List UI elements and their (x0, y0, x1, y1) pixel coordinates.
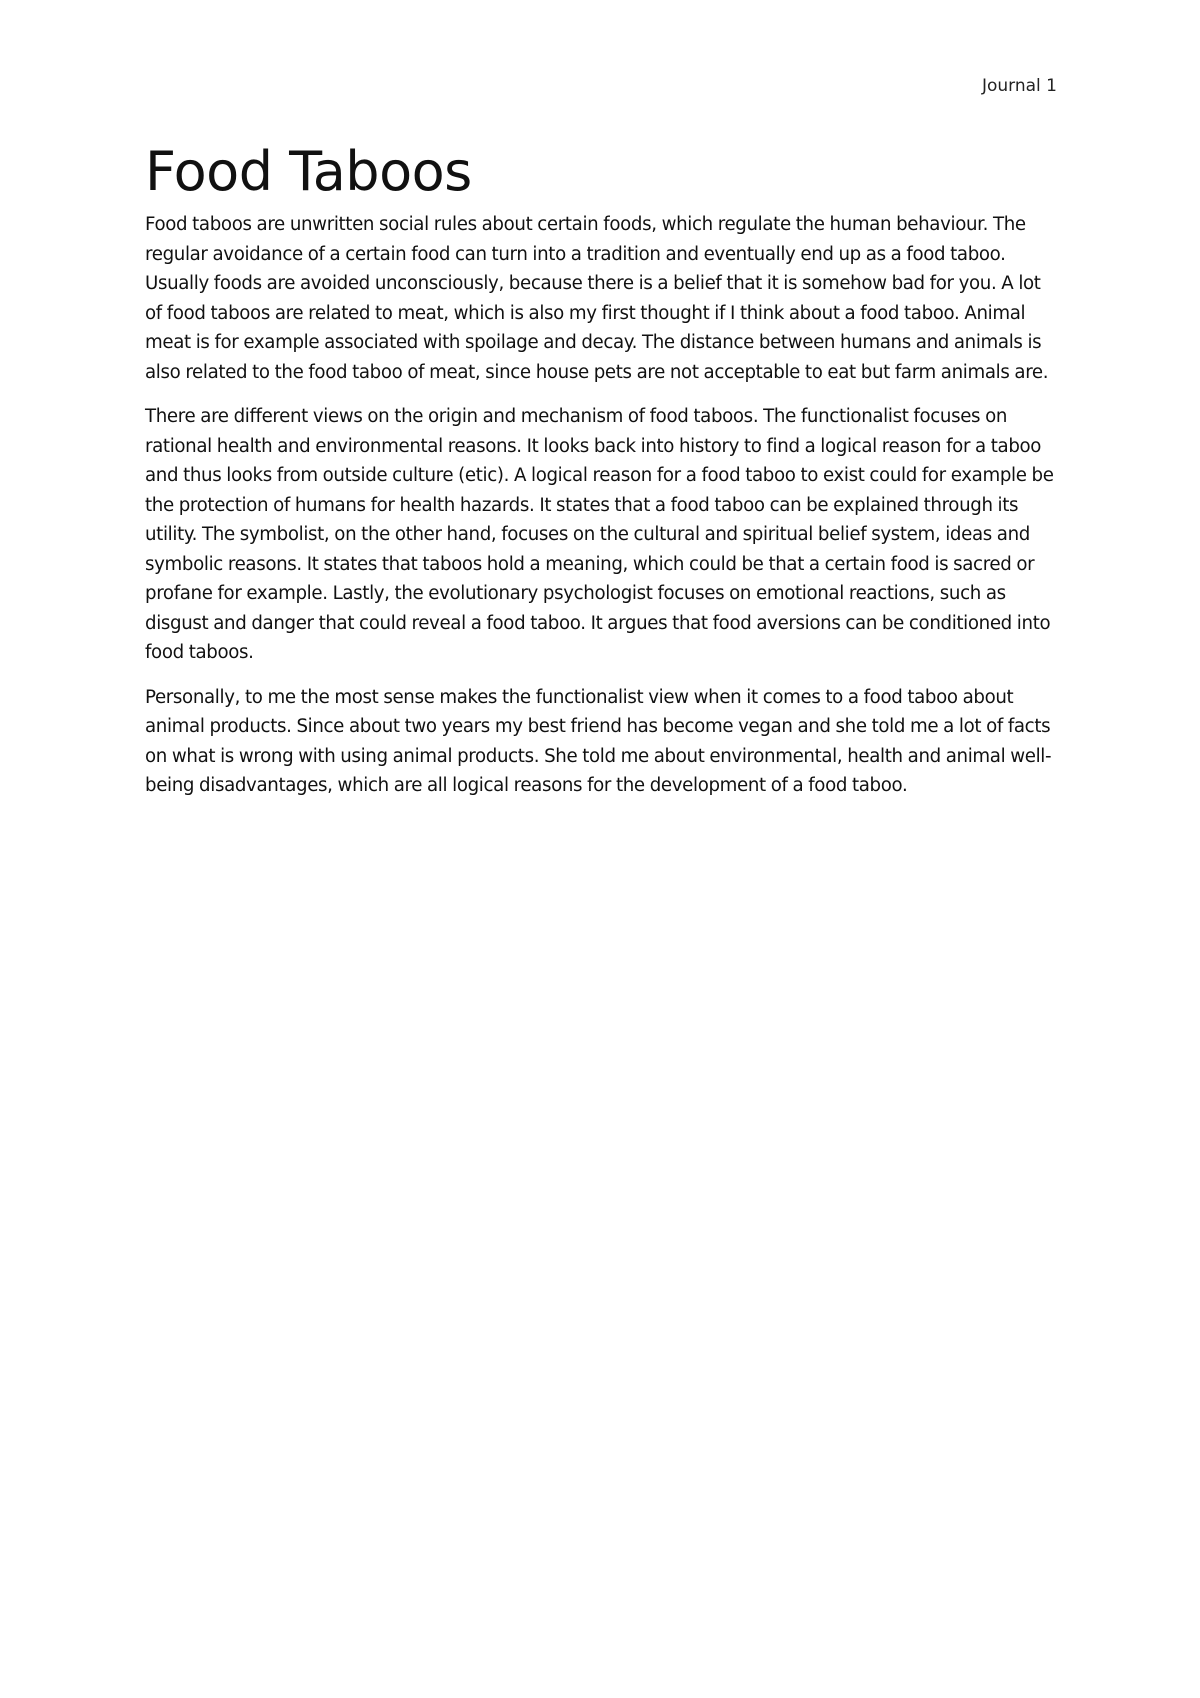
page-header: Journal 1 (981, 76, 1057, 96)
document-body (145, 140, 1060, 816)
document-title: Food Taboos (145, 140, 472, 203)
paragraph-personal: Personally, to me the most sense makes the functionalist view when it comes to a food taboo about animal products. Since about two years my best friend has become vegan and she told me a lot of facts on what is wrong with using animal products. She told me about environmental, health and animal well-being disadvantages, which are all logical reasons for the development of a food taboo. (145, 686, 1052, 796)
paragraph-views: There are different views on the origin and mechanism of food taboos. The functionalist focuses on rational health and environmental reasons. It looks back into history to find a logical reason for a taboo and thus looks from outside culture (etic). A logical reason for a food taboo to exist could for example be the protection of humans for health hazards. It states that a food taboo can be explained through its utility. The symbolist, on the other hand, focuses on the cultural and spiritual belief system, ideas and symbolic reasons. It states that taboos hold a meaning, which could be that a certain food is sacred or profane for example. Lastly, the evolutionary psychologist focuses on emotional reactions, such as disgust and danger that could reveal a food taboo. It argues that food aversions can be conditioned into food taboos. (145, 406, 1054, 663)
paragraph-intro: Food taboos are unwritten social rules about certain foods, which regulate the human behaviour. The regular avoidance of a certain food can turn into a tradition and eventually end up as a food taboo. Usually foods are avoided unconsciously, because there is a belief that it is somehow bad for you. A lot of food taboos are related to meat, which is also my first thought if I think about a food taboo. Animal meat is for example associated with spoilage and decay. The distance between humans and animals is also related to the food taboo of meat, since house pets are not acceptable to eat but farm animals are. (145, 214, 1049, 383)
